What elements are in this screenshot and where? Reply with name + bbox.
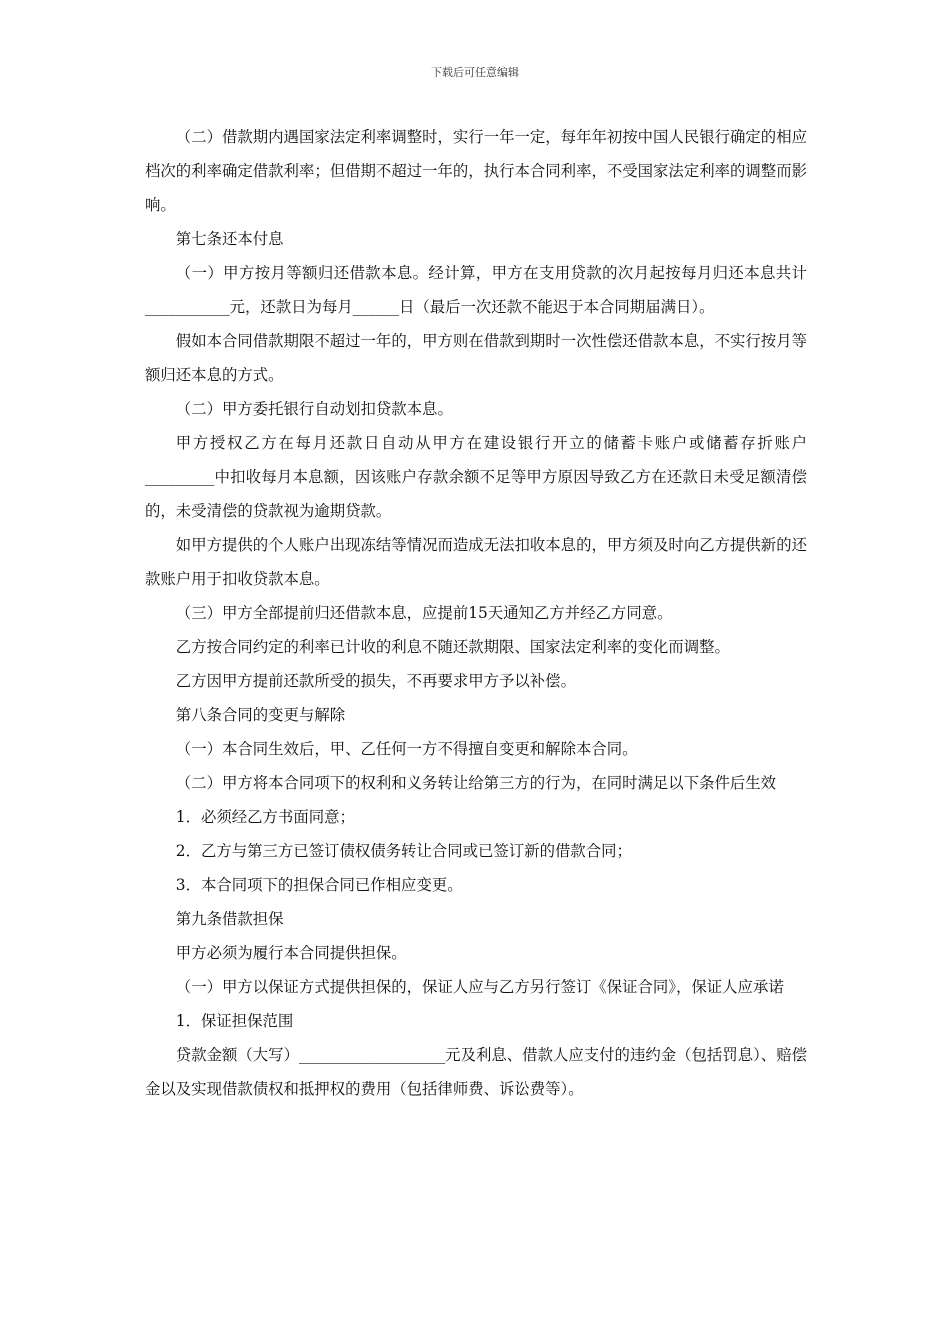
list-item-written-consent: 1．必须经乙方书面同意； [175,808,355,826]
paragraph-loan-amount: 贷款金额（大写）___________________元及利息、借款人应支付的违约金（包括罚息）、赔偿金以及实现借款债权和抵押权的费用（包括律师费、诉讼费等）。 [145,1046,807,1098]
paragraph-no-compensation: 乙方因甲方提前还款所受的损失，不再要求甲方予以补偿。 [175,672,576,690]
paragraph-guarantor-contract: （一）甲方以保证方式提供担保的，保证人应与乙方另行签订《保证合同》，保证人应承诺 [175,978,784,996]
paragraph-no-unilateral-change: （一）本合同生效后，甲、乙任何一方不得擅自变更和解除本合同。 [175,740,638,758]
page-header: 下载后可任意编辑 [431,66,519,79]
paragraph-authorization: 甲方授权乙方在每月还款日自动从甲方在建设银行开立的储蓄卡账户或储蓄存折账户_________中扣收每月本息额，因该账户存款余额不足等甲方原因导致乙方在还款日未受足额清偿的，未受清偿的贷款视为逾期贷款。 [145,434,807,520]
list-item-transfer-contract: 2．乙方与第三方已签订债权债务转让合同或已签订新的借款合同； [175,842,632,860]
paragraph-early-repayment: （三）甲方全部提前归还借款本息，应提前15天通知乙方并经乙方同意。 [175,604,673,622]
document-body [145,120,807,1106]
list-item-guarantee-change: 3．本合同项下的担保合同已作相应变更。 [175,876,463,894]
paragraph-account-freeze: 如甲方提供的个人账户出现冻结等情况而造成无法扣收本息的，甲方须及时向乙方提供新的还款账户用于扣收贷款本息。 [145,536,807,588]
paragraph-monthly-repayment: （一）甲方按月等额归还借款本息。经计算，甲方在支用贷款的次月起按每月归还本息共计___________元，还款日为每月______日（最后一次还款不能迟于本合同期届满日）。 [145,264,807,316]
article-7-heading: 第七条还本付息 [175,230,284,248]
article-8-heading: 第八条合同的变更与解除 [175,706,346,724]
paragraph-rate-adjustment: （二）借款期内遇国家法定利率调整时，实行一年一定，每年年初按中国人民银行确定的相应档次的利率确定借款利率；但借期不超过一年的，执行本合同利率，不受国家法定利率的调整而影响。 [145,128,807,214]
paragraph-interest-unchanged: 乙方按合同约定的利率已计收的利息不随还款期限、国家法定利率的变化而调整。 [175,638,730,656]
list-item-guarantee-scope: 1．保证担保范围 [175,1012,294,1030]
paragraph-transfer-conditions: （二）甲方将本合同项下的权利和义务转让给第三方的行为，在同时满足以下条件后生效 [175,774,777,792]
article-9-heading: 第九条借款担保 [175,910,284,928]
paragraph-must-guarantee: 甲方必须为履行本合同提供担保。 [175,944,407,962]
paragraph-auto-debit: （二）甲方委托银行自动划扣贷款本息。 [175,400,453,418]
paragraph-short-term-loan: 假如本合同借款期限不超过一年的，甲方则在借款到期时一次性偿还借款本息，不实行按月等额归还本息的方式。 [145,332,807,384]
